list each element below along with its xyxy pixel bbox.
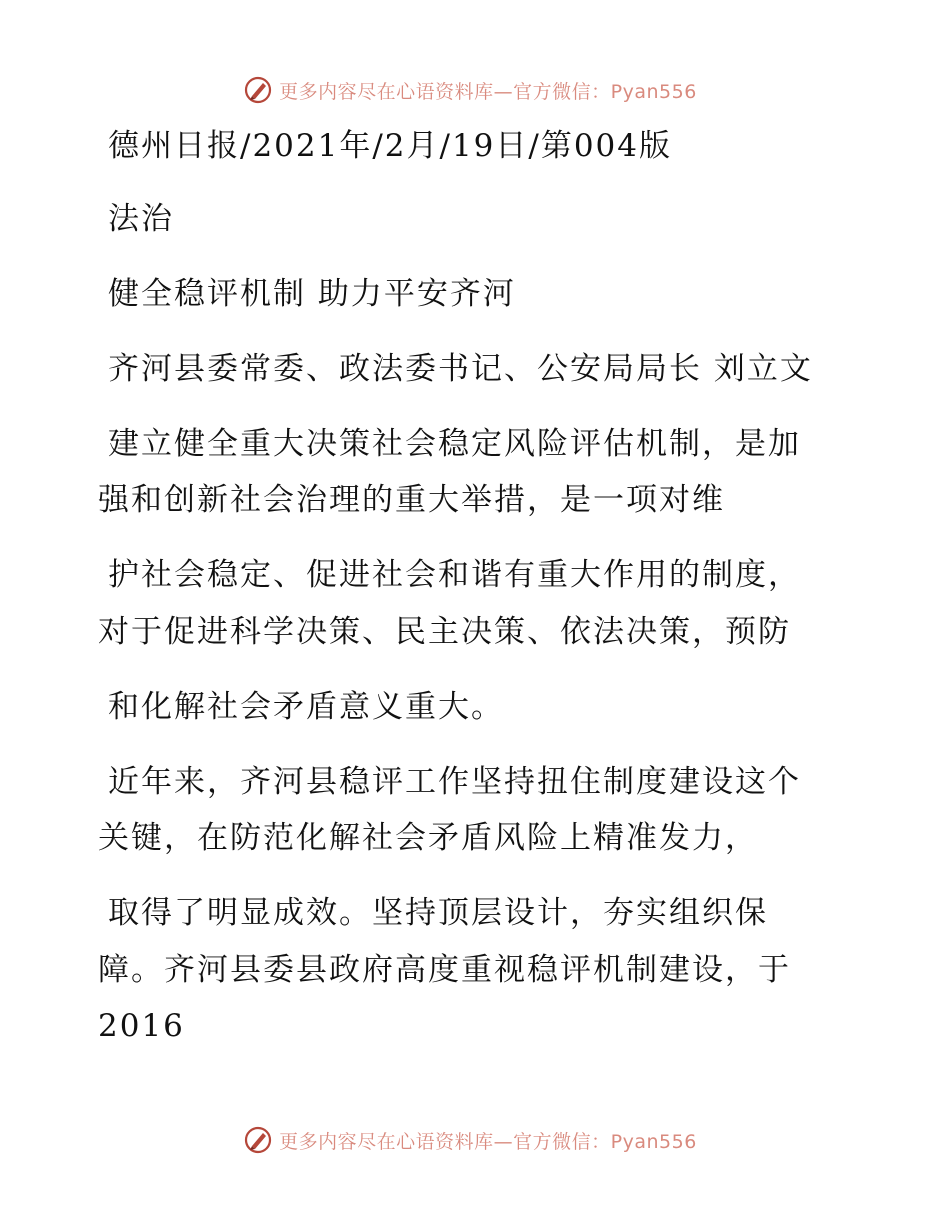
paragraph-line: 2016 [98, 1008, 185, 1044]
watermark-text: 更多内容尽在心语资料库—官方微信：Pyan556 [279, 1130, 697, 1153]
watermark-bottom [0, 1120, 950, 1160]
paragraph-line: 取得了明显成效。坚持顶层设计，夯实组织保 [108, 895, 768, 931]
article-title: 健全稳评机制 助力平安齐河 [108, 276, 516, 312]
paragraph-line: 障。齐河县委县政府高度重视稳评机制建设，于 [98, 952, 791, 988]
paragraph-line: 关键，在防范化解社会矛盾风险上精准发力， [98, 820, 758, 856]
article-author: 齐河县委常委、政法委书记、公安局局长 刘立文 [108, 351, 813, 387]
watermark-top [0, 70, 950, 110]
watermark-text: 更多内容尽在心语资料库—官方微信：Pyan556 [279, 80, 697, 103]
pen-logo-icon [243, 1125, 273, 1155]
paragraph-line: 护社会稳定、促进社会和谐有重大作用的制度， [108, 557, 801, 593]
paragraph-line: 强和创新社会治理的重大举措，是一项对维 [98, 482, 725, 518]
paragraph-line: 和化解社会矛盾意义重大。 [108, 689, 504, 725]
paragraph-line: 对于促进科学决策、民主决策、依法决策，预防 [98, 614, 791, 650]
article-section: 法治 [108, 201, 174, 237]
paragraph-line: 近年来，齐河县稳评工作坚持扭住制度建设这个 [108, 764, 801, 800]
watermark-group [243, 75, 697, 105]
paragraph-line: 建立健全重大决策社会稳定风险评估机制，是加 [108, 426, 801, 462]
pen-logo-icon [243, 75, 273, 105]
article-source-line: 德州日报/2021年/2月/19日/第004版 [108, 128, 673, 164]
watermark-group [243, 1125, 697, 1155]
